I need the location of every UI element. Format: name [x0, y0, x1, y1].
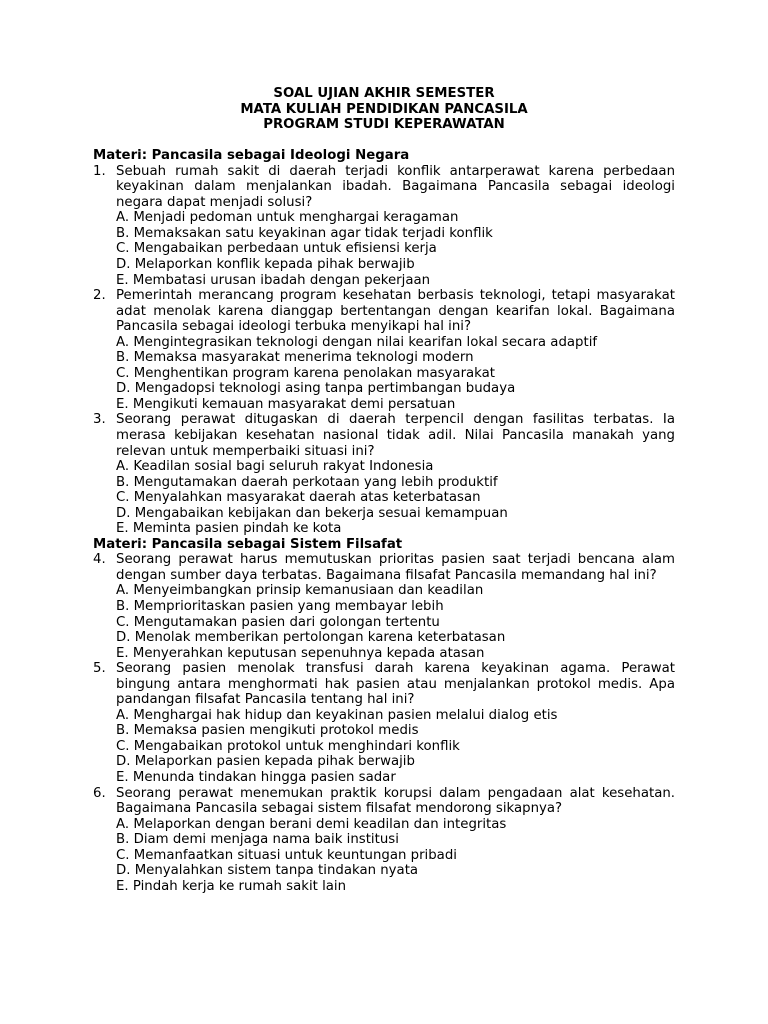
question-number: 2.	[93, 288, 106, 304]
question-4	[93, 552, 675, 661]
question-number: 3.	[93, 412, 106, 428]
answer-option-d: D. Melaporkan pasien kepada pihak berwajib	[116, 754, 415, 770]
answer-option-c: C. Mengutamakan pasien dari golongan tertentu	[116, 614, 440, 630]
section-title: Materi: Pancasila sebagai Sistem Filsafat	[93, 536, 403, 552]
answer-option-a: A. Menyeimbangkan prinsip kemanusiaan dan keadilan	[116, 583, 484, 599]
answer-option-d: D. Melaporkan konflik kepada pihak berwajib	[116, 256, 415, 272]
header-line-3: PROGRAM STUDI KEPERAWATAN	[263, 117, 505, 133]
header-line-2: MATA KULIAH PENDIDIKAN PANCASILA	[240, 101, 528, 117]
answer-options	[116, 583, 675, 661]
question-3	[93, 412, 675, 536]
answer-option-d: D. Menolak memberikan pertolongan karena keterbatasan	[116, 630, 506, 646]
answer-option-c: C. Menyalahkan masyarakat daerah atas keterbatasan	[116, 490, 481, 506]
question-1	[93, 164, 675, 288]
answer-option-d: D. Mengabaikan kebijakan dan bekerja sesuai kemampuan	[116, 505, 508, 521]
answer-options	[116, 459, 675, 537]
answer-option-a: A. Keadilan sosial bagi seluruh rakyat Indonesia	[116, 459, 434, 475]
question-number: 6.	[93, 785, 106, 801]
answer-option-b: B. Memaksa masyarakat menerima teknologi modern	[116, 350, 474, 366]
answer-option-e: E. Membatasi urusan ibadah dengan pekerjaan	[116, 272, 431, 288]
answer-option-c: C. Memanfaatkan situasi untuk keuntungan pribadi	[116, 847, 457, 863]
answer-option-e: E. Menunda tindakan hingga pasien sadar	[116, 770, 396, 786]
answer-option-c: C. Mengabaikan protokol untuk menghindari konflik	[116, 738, 460, 754]
question-5	[93, 661, 675, 785]
answer-option-b: B. Memprioritaskan pasien yang membayar lebih	[116, 599, 444, 614]
answer-option-d: D. Mengadopsi teknologi asing tanpa pertimbangan budaya	[116, 381, 516, 397]
header-line-1: SOAL UJIAN AKHIR SEMESTER	[273, 86, 495, 101]
question-text: Seorang perawat menemukan praktik korupsi dalam pengadaan alat kesehatan. Bagaimana Pancasila sebagai sistem filsafat mendorong sikapnya?	[116, 785, 675, 817]
question-6	[93, 786, 675, 895]
answer-option-e: E. Menyerahkan keputusan sepenuhnya kepada atasan	[116, 645, 485, 661]
answer-option-c: C. Mengabaikan perbedaan untuk efisiensi kerja	[116, 241, 437, 257]
answer-option-a: A. Melaporkan dengan berani demi keadilan dan integritas	[116, 816, 507, 832]
answer-options	[116, 708, 675, 786]
document-header	[93, 86, 675, 133]
section-ideologi-negara	[93, 148, 675, 537]
question-2	[93, 288, 675, 412]
question-number: 5.	[93, 661, 106, 677]
question-number: 1.	[93, 163, 106, 179]
answer-option-b: B. Diam demi menjaga nama baik institusi	[116, 832, 399, 848]
answer-options	[116, 335, 675, 413]
answer-option-a: A. Mengintegrasikan teknologi dengan nilai kearifan lokal secara adaptif	[116, 334, 598, 350]
question-text: Seorang perawat harus memutuskan prioritas pasien saat terjadi bencana alam dengan sumber daya terbatas. Bagaimana filsafat Pancasila memandang hal ini?	[116, 552, 675, 583]
question-text: Sebuah rumah sakit di daerah terjadi konflik antarperawat karena perbedaan keyakinan dalam menjalankan ibadah. Bagaimana Pancasila sebagai ideologi negara dapat menjadi solusi?	[116, 163, 675, 210]
answer-option-b: B. Mengutamakan daerah perkotaan yang lebih produktif	[116, 474, 498, 490]
answer-option-b: B. Memaksakan satu keyakinan agar tidak terjadi konflik	[116, 225, 493, 241]
answer-option-e: E. Pindah kerja ke rumah sakit lain	[116, 878, 347, 894]
answer-option-a: A. Menghargai hak hidup dan keyakinan pasien melalui dialog etis	[116, 707, 558, 723]
section-title: Materi: Pancasila sebagai Ideologi Negara	[93, 148, 410, 164]
answer-option-b: B. Memaksa pasien mengikuti protokol medis	[116, 723, 419, 739]
answer-option-d: D. Menyalahkan sistem tanpa tindakan nyata	[116, 863, 419, 879]
answer-option-a: A. Menjadi pedoman untuk menghargai keragaman	[116, 210, 459, 226]
answer-option-c: C. Menghentikan program karena penolakan masyarakat	[116, 365, 496, 381]
question-number: 4.	[93, 552, 106, 568]
question-text: Seorang perawat ditugaskan di daerah terpencil dengan fasilitas terbatas. Ia merasa kebijakan kesehatan nasional tidak adil. Nilai Pancasila manakah yang relevan untuk memperbaiki situasi ini?	[116, 412, 675, 459]
answer-option-e: E. Meminta pasien pindah ke kota	[116, 521, 342, 537]
document-page	[93, 86, 675, 894]
question-text: Pemerintah merancang program kesehatan berbasis teknologi, tetapi masyarakat adat menolak karena dianggap bertentangan dengan kearifan lokal. Bagaimana Pancasila sebagai ideologi terbuka menyikapi hal ini?	[116, 288, 675, 335]
answer-option-e: E. Mengikuti kemauan masyarakat demi persatuan	[116, 396, 456, 412]
section-sistem-filsafat	[93, 537, 675, 895]
question-text: Seorang pasien menolak transfusi darah karena keyakinan agama. Perawat bingung antara menghormati hak pasien atau menjalankan protokol medis. Apa pandangan filsafat Pancasila tentang hal ini?	[116, 661, 675, 708]
answer-options	[116, 210, 675, 288]
answer-options	[116, 817, 675, 895]
